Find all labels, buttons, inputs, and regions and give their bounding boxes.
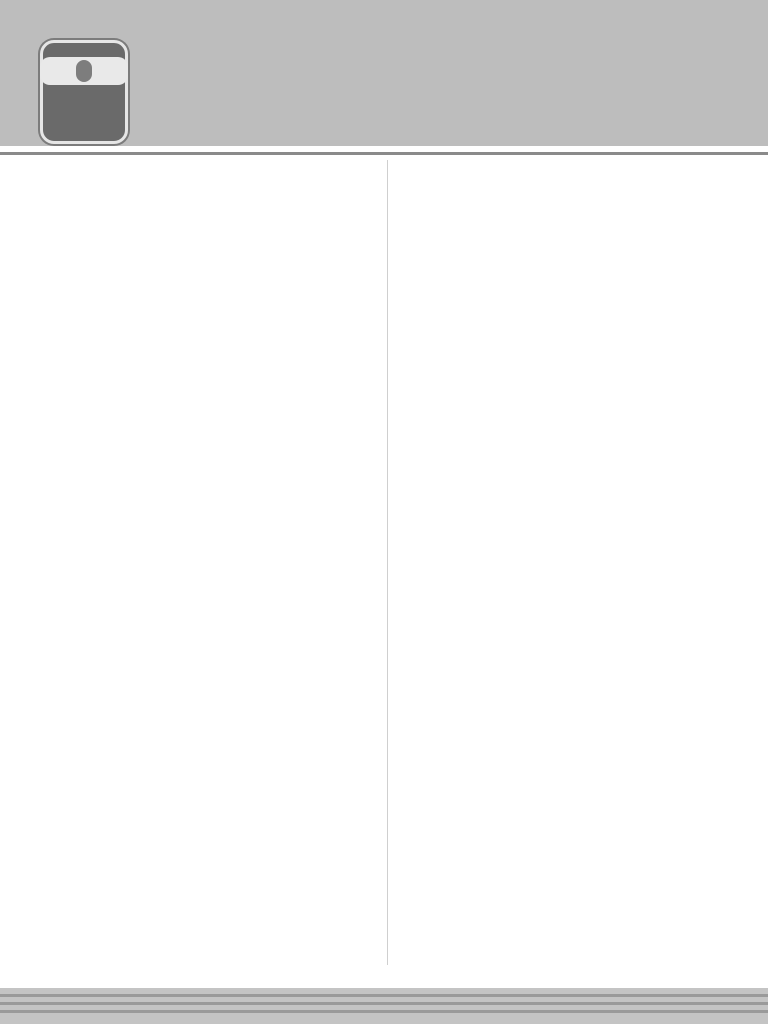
- chapter-label: [76, 60, 92, 82]
- column-divider: [387, 160, 388, 965]
- footer-stripe: [0, 1002, 768, 1005]
- right-column: [396, 160, 750, 162]
- header-rule: [0, 152, 768, 155]
- footer-stripe: [0, 994, 768, 997]
- chapter-badge: [40, 40, 128, 144]
- chapter-label-tab: [40, 57, 128, 85]
- footer-stripe: [0, 1010, 768, 1013]
